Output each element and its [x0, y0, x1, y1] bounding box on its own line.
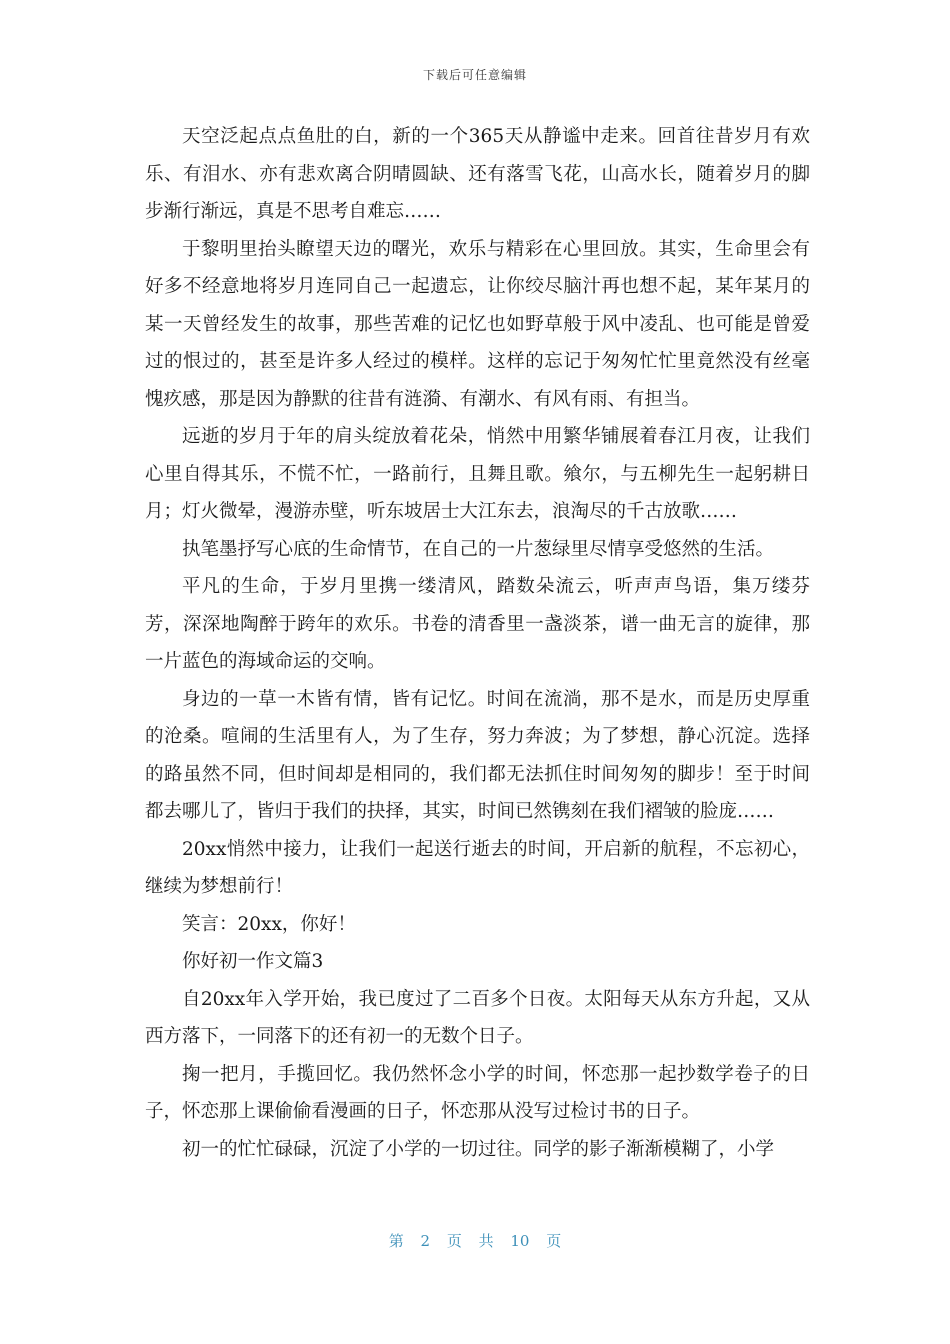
paragraph: 20xx悄然中接力，让我们一起送行逝去的时间，开启新的航程，不忘初心，继续为梦想前行！ [145, 838, 810, 897]
paragraph: 掬一把月，手揽回忆。我仍然怀念小学的时间，怀恋那一起抄数学卷子的日子，怀恋那上课偷偷看漫画的日子，怀恋那从没写过检讨书的日子。 [145, 1063, 810, 1122]
page-header: 下载后可任意编辑 [422, 68, 527, 82]
paragraph: 远逝的岁月于年的肩头绽放着花朵，悄然中用繁华铺展着春江月夜，让我们心里自得其乐，不慌不忙，一路前行，且舞且歌。飨尔，与五柳先生一起躬耕日月；灯火微晕，漫游赤壁，听东坡居士大江东去，浪淘尽的千古放歌…… [145, 426, 810, 522]
paragraph: 于黎明里抬头瞭望天边的曙光，欢乐与精彩在心里回放。其实，生命里会有好多不经意地将岁月连同自己一起遗忘，让你绞尽脑汁再也想不起，某年某月的某一天曾经发生的故事，那些苦难的记忆也如野草般于风中凌乱、也可能是曾爱过的恨过的，甚至是许多人经过的模样。这样的忘记于匆匆忙忙里竟然没有丝毫愧疚感，那是因为静默的往昔有涟漪、有潮水、有风有雨、有担当。 [145, 238, 810, 410]
paragraph: 平凡的生命，于岁月里携一缕清风，踏数朵流云，听声声鸟语，集万缕芬芳，深深地陶醉于跨年的欢乐。书卷的清香里一盏淡茶，谱一曲无言的旋律，那一片蓝色的海域命运的交响。 [145, 576, 810, 672]
document-body [145, 118, 810, 1168]
paragraph: 天空泛起点点鱼肚的白，新的一个365天从静谧中走来。回首往昔岁月有欢乐、有泪水、亦有悲欢离合阴晴圆缺、还有落雪飞花，山高水长，随着岁月的脚步渐行渐远，真是不思考自难忘…… [145, 126, 810, 222]
page-number-footer: 第 2 页 共 10 页 [388, 1232, 562, 1250]
section-heading: 你好初一作文篇3 [182, 951, 324, 972]
paragraph: 自20xx年入学开始，我已度过了二百多个日夜。太阳每天从东方升起，又从西方落下，一同落下的还有初一的无数个日子。 [145, 988, 810, 1047]
paragraph: 初一的忙忙碌碌，沉淀了小学的一切过往。同学的影子渐渐模糊了，小学 [182, 1138, 775, 1160]
paragraph: 笑言：20xx，你好！ [182, 913, 356, 935]
paragraph: 身边的一草一木皆有情，皆有记忆。时间在流淌，那不是水，而是历史厚重的沧桑。喧闹的生活里有人，为了生存，努力奔波；为了梦想，静心沉淀。选择的路虽然不同，但时间却是相同的，我们都无法抓住时间匆匆的脚步！至于时间都去哪儿了，皆归于我们的抉择，其实，时间已然镌刻在我们褶皱的脸庞…… [145, 688, 810, 822]
paragraph: 执笔墨抒写心底的生命情节，在自己的一片葱绿里尽情享受悠然的生活。 [182, 538, 775, 560]
